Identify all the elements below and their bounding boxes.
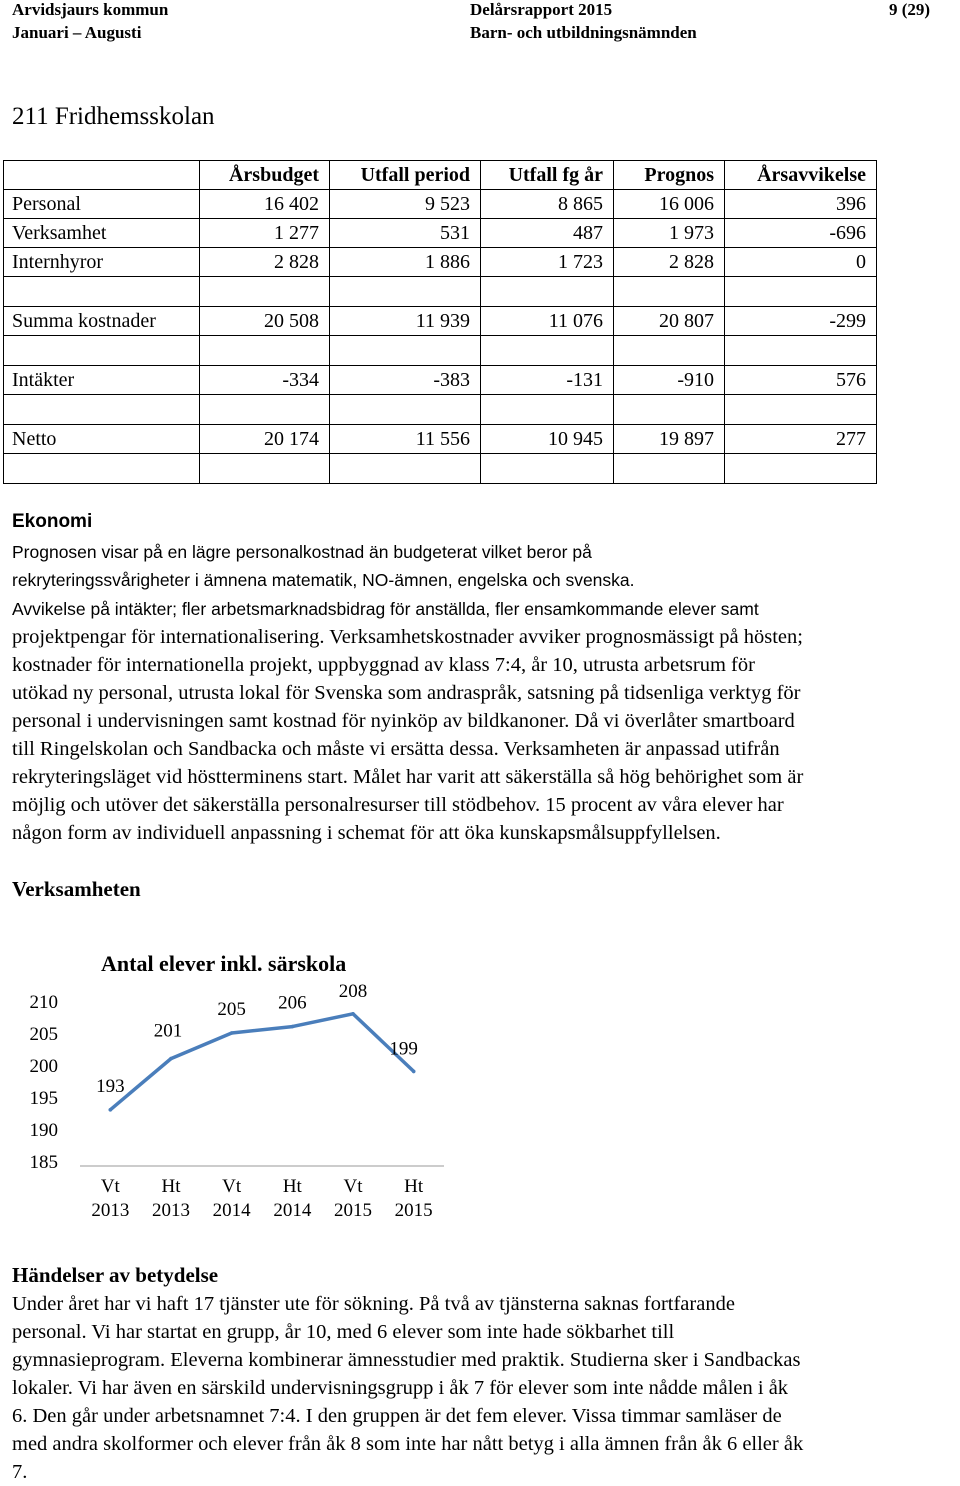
handelser-line: med andra skolformer och elever från åk 8 som inte har nått betyg i alla ämnen från åk 6 eller åk	[12, 1433, 804, 1455]
row-label: Intäkter	[4, 366, 200, 395]
table-cell: 19 897	[614, 425, 725, 454]
x-tick-label: Vt	[222, 1176, 242, 1197]
table-cell: 20 508	[200, 307, 330, 336]
table-spacer-row	[4, 454, 877, 484]
table-spacer-row	[4, 336, 877, 366]
ekonomi-para-line: projektpengar för internationalisering. Verksamhetskostnader avviker prognosmässigt på hösten;	[12, 626, 803, 648]
header-page: 9 (29)	[889, 0, 931, 19]
data-label: 208	[338, 980, 368, 1002]
table-cell: 16 402	[200, 190, 330, 219]
table-cell: 1 723	[481, 248, 614, 277]
table-cell: -910	[614, 366, 725, 395]
table-cell: 11 556	[330, 425, 481, 454]
data-point	[109, 1108, 113, 1112]
handelser-line: Under året har vi haft 17 tjänster ute för sökning. På två av tjänsterna saknas fortfarande	[12, 1293, 735, 1315]
table-cell: -383	[330, 366, 481, 395]
table-header-row	[4, 161, 877, 190]
ekonomi-heading: Ekonomi	[12, 511, 93, 532]
verksamheten-heading: Verksamheten	[12, 877, 141, 901]
table-cell: 1 277	[200, 219, 330, 248]
column-header: Årsbudget	[200, 161, 330, 190]
x-tick-label: Ht	[161, 1176, 181, 1197]
data-label: 205	[217, 999, 246, 1020]
table-row	[4, 219, 877, 248]
table-cell: 2 828	[614, 248, 725, 277]
table-cell: -334	[200, 366, 330, 395]
ekonomi-para-line: personal i undervisningen samt kostnad för nyinköp av bildkanoner. Då vi överlåter smartboard	[12, 710, 795, 732]
table-cell: 8 865	[481, 190, 614, 219]
table-cell: 11 076	[481, 307, 614, 336]
data-point	[412, 1070, 416, 1074]
x-tick-label: 2014	[273, 1200, 312, 1221]
x-tick-label: 2015	[334, 1200, 372, 1221]
financial-table	[3, 160, 877, 484]
table-row	[4, 190, 877, 219]
table-cell: 576	[725, 366, 877, 395]
y-tick-label: 205	[29, 1024, 58, 1045]
table-spacer-row	[4, 395, 877, 425]
handelser-line: gymnasieprogram. Eleverna kombinerar ämnesstudier med praktik. Studierna sker i Sandbackas	[12, 1349, 801, 1371]
header-report: Delårsrapport 2015	[470, 0, 613, 19]
column-header: Årsavvikelse	[725, 161, 877, 190]
handelser-line: personal. Vi har startat en grupp, år 10, med 6 elever som inte hade sökbarhet till	[12, 1321, 675, 1343]
header-period: Januari – Augusti	[12, 23, 142, 42]
x-tick-label: 2014	[212, 1200, 251, 1221]
table-cell: 487	[481, 219, 614, 248]
row-label: Internhyror	[4, 248, 200, 277]
table-row	[4, 248, 877, 277]
ekonomi-para-line: utökad ny personal, utrusta lokal för Svenska som andraspråk, satsning på tidsenliga verktyg för	[12, 682, 801, 704]
y-tick-label: 200	[29, 1056, 58, 1077]
header-org: Arvidsjaurs kommun	[12, 0, 169, 19]
x-tick-label: Ht	[404, 1176, 424, 1197]
row-label: Netto	[4, 425, 200, 454]
handelser-line: 7.	[12, 1461, 28, 1483]
ekonomi-para-line: rekryteringsläget vid höstterminens start. Målet har varit att säkerställa så hög behörighet som är	[12, 766, 804, 788]
table-cell: 277	[725, 425, 877, 454]
ekonomi-para-line: till Ringelskolan och Sandbacka och måste vi ersätta dessa. Verksamheten är anpassad utifrån	[12, 738, 780, 760]
data-label: 201	[153, 1020, 183, 1042]
ekonomi-para-line: möjlig och utöver det säkerställa personalresurser till stödbehov. 15 procent av våra elever har	[12, 794, 784, 816]
x-tick-label: 2013	[152, 1200, 190, 1221]
data-point	[169, 1057, 173, 1061]
data-point	[291, 1025, 295, 1029]
table-cell: -299	[725, 307, 877, 336]
table-cell: -696	[725, 219, 877, 248]
x-tick-label: Vt	[100, 1176, 120, 1197]
column-header: Prognos	[614, 161, 725, 190]
column-header: Utfall period	[330, 161, 481, 190]
x-tick-label: Vt	[343, 1176, 363, 1197]
table-cell: 11 939	[330, 307, 481, 336]
handelser-heading: Händelser av betydelse	[12, 1263, 219, 1287]
table-spacer-row	[4, 277, 877, 307]
chart-title: Antal elever inkl. särskola	[101, 951, 347, 976]
x-tick-label: 2013	[91, 1200, 130, 1221]
data-label: 193	[96, 1075, 125, 1097]
y-tick-label: 210	[29, 992, 58, 1013]
table-cell: 1 886	[330, 248, 481, 277]
ekonomi-para-line: någon form av individuell anpassning i schemat för att öka kunskapsmålsuppfyllelsen.	[12, 822, 721, 844]
table-row	[4, 307, 877, 336]
y-tick-label: 195	[29, 1088, 58, 1109]
table-cell: 531	[330, 219, 481, 248]
row-label: Personal	[4, 190, 200, 219]
ekonomi-para-line: kostnader för internationella projekt, uppbyggnad av klass 7:4, år 10, utrusta arbetsrum för	[12, 654, 755, 676]
y-tick-label: 185	[29, 1152, 58, 1173]
table-cell: 20 807	[614, 307, 725, 336]
x-tick-label: 2015	[394, 1200, 433, 1221]
table-cell: 0	[725, 248, 877, 277]
data-label: 206	[278, 992, 307, 1014]
page-title: 211 Fridhemsskolan	[12, 103, 215, 130]
data-label: 199	[389, 1038, 418, 1060]
table-row	[4, 425, 877, 454]
y-tick-label: 190	[29, 1120, 58, 1141]
x-tick-label: Ht	[282, 1176, 302, 1197]
table-cell: -131	[481, 366, 614, 395]
handelser-line: 6. Den går under arbetsnamnet 7:4. I den gruppen är det fem elever. Vissa timmar samläser de	[12, 1405, 782, 1427]
table-row	[4, 366, 877, 395]
row-label: Verksamhet	[4, 219, 200, 248]
table-cell: 20 174	[200, 425, 330, 454]
table-cell: 16 006	[614, 190, 725, 219]
table-cell: 2 828	[200, 248, 330, 277]
ekonomi-line: rekryteringssvårigheter i ämnena matematik, NO-ämnen, engelska och svenska.	[12, 570, 635, 590]
table-cell: 9 523	[330, 190, 481, 219]
data-point	[351, 1012, 355, 1016]
table-cell: 396	[725, 190, 877, 219]
header-board: Barn- och utbildningsnämnden	[470, 23, 697, 42]
column-header: Utfall fg år	[481, 161, 614, 190]
handelser-line: lokaler. Vi har även en särskild undervisningsgrupp i åk 7 för elever som inte nådde målen i åk	[12, 1377, 789, 1399]
row-label: Summa kostnader	[4, 307, 200, 336]
ekonomi-line: Prognosen visar på en lägre personalkostnad än budgeterat vilket beror på	[12, 542, 592, 562]
table-header-empty	[4, 161, 200, 190]
data-point	[230, 1031, 234, 1035]
students-line-chart	[8, 940, 458, 1230]
ekonomi-para-line: Avvikelse på intäkter; fler arbetsmarknadsbidrag för anställda, fler ensamkommande elever samt	[12, 599, 759, 619]
table-cell: 10 945	[481, 425, 614, 454]
table-cell: 1 973	[614, 219, 725, 248]
